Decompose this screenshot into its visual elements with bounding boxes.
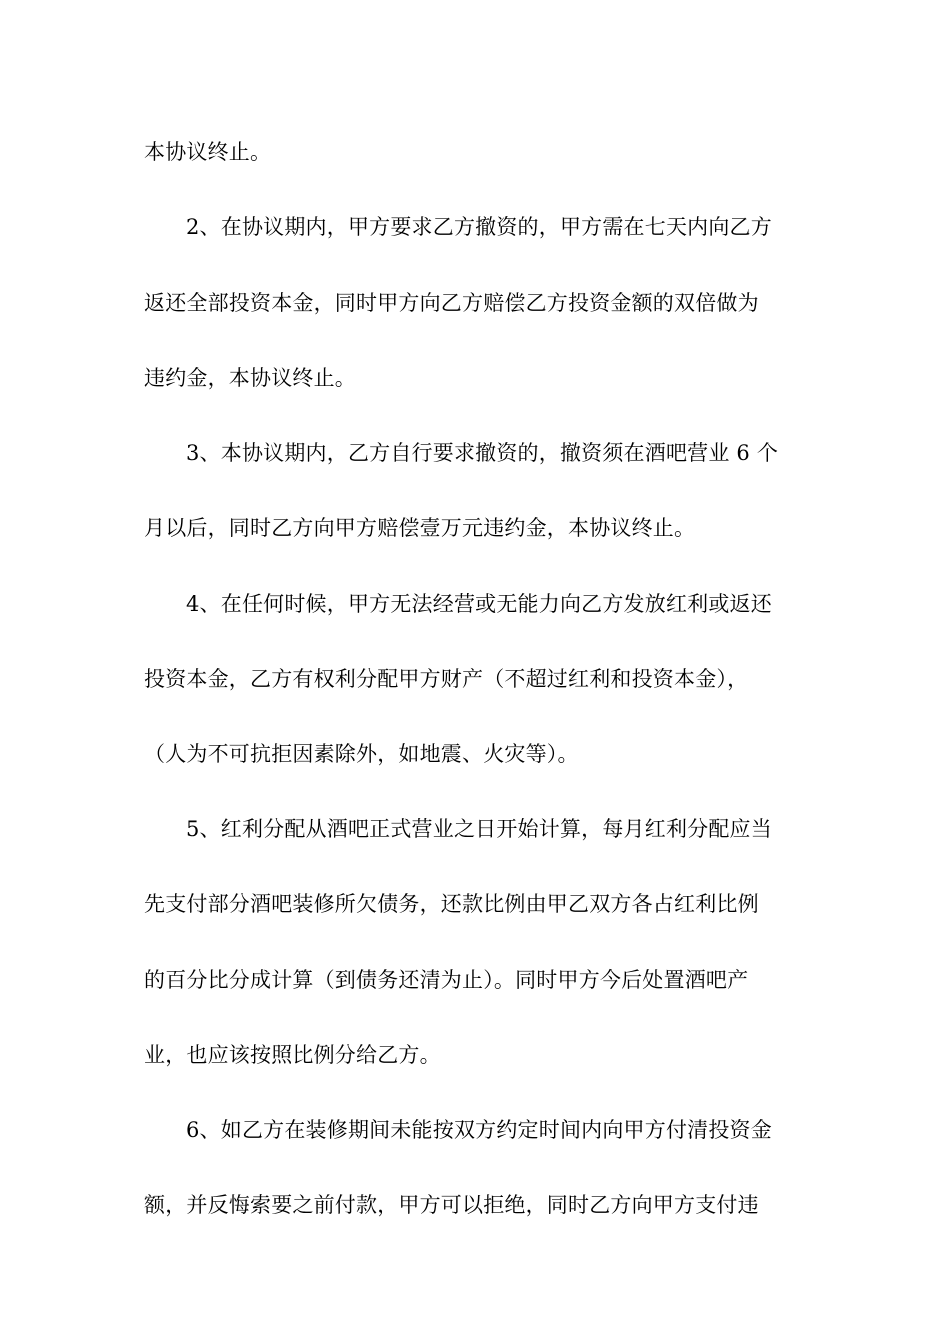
text-line: 先支付部分酒吧装修所欠债务，还款比例由甲乙双方各占红利比例	[144, 892, 759, 916]
text-line: 返还全部投资本金，同时甲方向乙方赔偿乙方投资金额的双倍做为	[144, 291, 759, 315]
text-line: 的百分比分成计算（到债务还清为止）。同时甲方今后处置酒吧产	[144, 968, 749, 992]
text-line: 4、在任何时候，甲方无法经营或无能力向乙方发放红利或返还	[186, 592, 772, 616]
text-line: 违约金，本协议终止。	[144, 366, 356, 390]
text-line: 本协议终止。	[144, 140, 272, 164]
text-line: 月以后，同时乙方向甲方赔偿壹万元违约金，本协议终止。	[144, 516, 696, 540]
text-line: 5、红利分配从酒吧正式营业之日开始计算，每月红利分配应当	[186, 817, 772, 841]
text-line: 额，并反悔索要之前付款，甲方可以拒绝，同时乙方向甲方支付违	[144, 1193, 759, 1217]
text-line: （人为不可抗拒因素除外，如地震、火灾等）。	[144, 742, 579, 766]
text-line: 6、如乙方在装修期间未能按双方约定时间内向甲方付清投资金	[186, 1118, 772, 1142]
text-line: 业，也应该按照比例分给乙方。	[144, 1043, 441, 1067]
text-line: 2、在协议期内，甲方要求乙方撤资的，甲方需在七天内向乙方	[186, 215, 772, 239]
text-line: 3、本协议期内，乙方自行要求撤资的，撤资须在酒吧营业 6 个	[186, 441, 779, 465]
text-line: 投资本金，乙方有权利分配甲方财产（不超过红利和投资本金），	[144, 667, 749, 691]
